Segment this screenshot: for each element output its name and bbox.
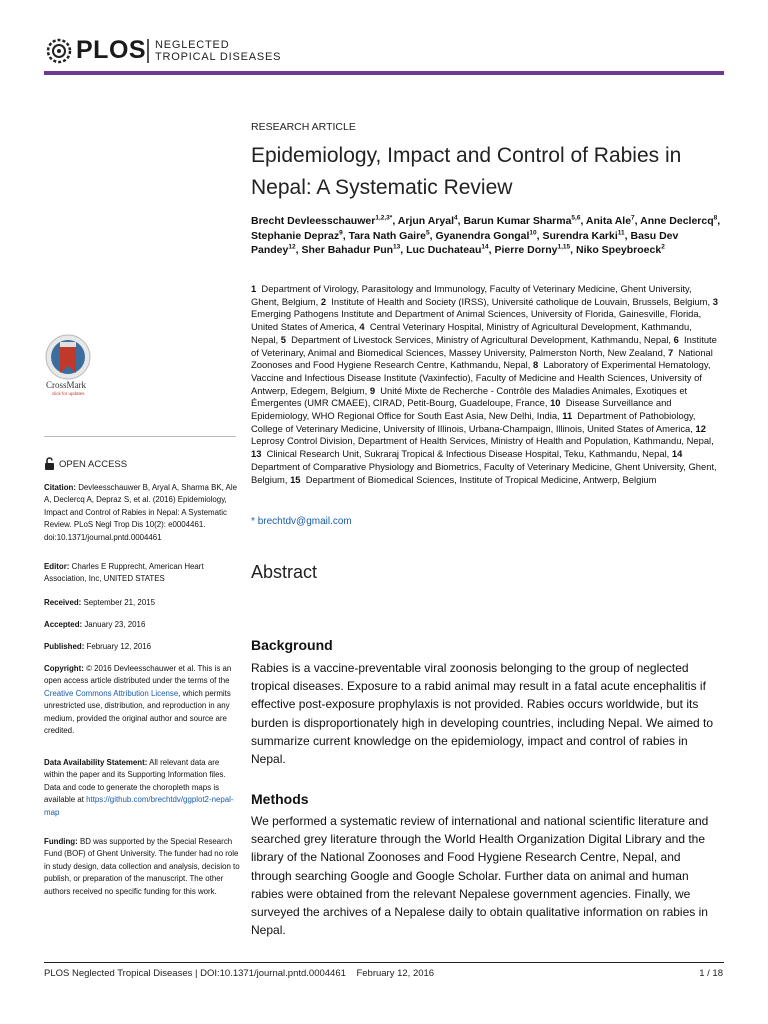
copyright-text-pre: © 2016 Devleesschauwer et al. This is an open access article distributed under the terms of the <box>44 664 232 686</box>
data-availability-label: Data Availability Statement: <box>44 758 148 767</box>
editor-label: Editor: <box>44 562 70 571</box>
affiliation-item: 2 Institute of Health and Society (IRSS), Université catholique de Louvain, Brussels, Belgium, <box>320 295 713 307</box>
affiliation-item: 8 Laboratory of Experimental Hematology, Vaccine and Infectious Disease Institute (Vaxinfectio), Faculty of Medicine and Health Sciences, University of Antwerp, Edegem, Belgium, <box>251 359 711 396</box>
affiliation-number: 8 <box>532 359 539 371</box>
affiliation-item: 6 Institute of Veterinary, Animal and Biomedical Sciences, Massey University, Palmerston North, New Zealand, <box>251 333 717 358</box>
affiliation-item: 1 Department of Virology, Parasitology and Immunology, Faculty of Veterinary Medicine, Ghent University, Ghent, Belgium, <box>251 283 692 307</box>
author-name: Barun Kumar Sharma$^{5,6}$ <box>463 214 581 227</box>
background-text: Rabies is a vaccine-preventable viral zoonosis belonging to the group of neglected tropical diseases. Exposure to a rabid animal may result in a fatal acute encephalitis if effective post-exposure prophylaxis is not provided. Rabies occurs worldwide, but its burden is disproportionately high in developing countries, including Nepal. We aimed to summarize current knowledge on the epidemiology, impact and control of rabies in Nepal. <box>251 661 714 767</box>
affiliation-item: 14 Department of Comparative Physiology and Biometrics, Faculty of Veterinary Medicine, Ghent University, Ghent, Belgium, <box>251 448 717 485</box>
github-link[interactable]: https://github.com/brechtdv/ggplot2-nepal-map <box>44 795 234 817</box>
background-heading: Background <box>251 637 333 653</box>
affiliation-item: 3 Emerging Pathogens Institute and Department of Animal Sciences, University of Florida, Gainesville, Florida, United States of America, <box>251 295 721 333</box>
affiliation-number: 2 <box>320 295 327 307</box>
article-title: Epidemiology, Impact and Control of Rabies in Nepal: A Systematic Review <box>251 144 682 199</box>
author-name: Surendra Karki$^{11}$ <box>542 229 625 242</box>
author-affiliation-sup: 8 <box>713 214 718 222</box>
logo-divider <box>147 39 149 63</box>
affiliation-item: 10 Disease Surveillance and Epidemiology, WHO Regional Office for South East Asia, New Delhi, India, <box>251 397 672 422</box>
author-name: Anne Declercq$^8$ <box>640 214 718 227</box>
accepted-label: Accepted: <box>44 620 83 629</box>
author-name: Sher Bahadur Pun$^{13}$ <box>301 243 401 256</box>
affiliation-number: 14 <box>671 448 683 460</box>
email-link[interactable]: brechtdv@gmail.com <box>257 516 352 527</box>
methods-text: We performed a systematic review of international and national scientific literature and searched grey literature through the World Health Organization Digital Library and the library of the National Zoonoses and Food Hygiene Research Centre, Nepal, and through searching Google and Google Scholar. Further data on animal and human rabies were obtained from the relevant Nepalese government agencies. Finally, we surveyed the archives of a Nepalese daily to obtain qualitative information on rabies in Nepal. <box>251 814 709 938</box>
affiliation-number: 10 <box>550 397 561 409</box>
received-block <box>44 597 240 609</box>
citation-label: Citation: <box>44 483 76 492</box>
methods-heading: Methods <box>251 791 309 807</box>
affiliation-item: 13 Clinical Research Unit, Sukraraj Tropical & Infectious Disease Hospital, Teku, Kathmandu, Nepal, <box>251 448 672 460</box>
affiliation-number: 12 <box>695 422 706 434</box>
footer-citation: PLOS Neglected Tropical Diseases | DOI:10.1371/journal.pntd.0004461 February 12, 2016 <box>44 968 435 979</box>
author-affiliation-sup: 1,2,3* <box>375 214 393 222</box>
affiliation-item: 9 Unité Mixte de Recherche - Contrôle des Maladies Animales, Exotiques et Émergentes (UMR CMAEE), CIRAD, Petit-Bourg, Guadeloupe, France, <box>251 384 688 409</box>
received-label: Received: <box>44 598 82 607</box>
author-name: Tara Nath Gaire$^5$ <box>348 229 430 242</box>
affiliation-number: 11 <box>562 410 573 422</box>
data-availability-block <box>44 757 240 819</box>
citation-block <box>44 482 240 544</box>
affiliation-item: 11 Department of Pathobiology, College of Veterinary Medicine, University of Illinois, Urbana-Champaign, Illinois, United States of America, <box>251 410 696 434</box>
author-name: Brecht Devleesschauwer$^{1,2,3*}$ <box>251 214 393 227</box>
corresponding-email <box>251 516 352 527</box>
editor-text: Charles E Rupprecht, American Heart Association, Inc, UNITED STATES <box>44 562 204 584</box>
author-name: Gyanendra Gongal$^{10}$ <box>435 229 537 242</box>
data-availability-text: All relevant data are within the paper and its Supporting Information files. Data and code to generate the choropleth maps is available at <box>44 758 226 805</box>
author-affiliation-sup: 7 <box>631 214 635 222</box>
author-name: Arjun Aryal$^4$ <box>397 214 458 227</box>
affiliation-item: 7 National Zoonoses and Food Hygiene Research Centre, Kathmandu, Nepal, <box>251 346 713 371</box>
funding-label: Funding: <box>44 837 78 846</box>
journal-name <box>155 39 281 63</box>
received-date: September 21, 2015 <box>83 598 155 607</box>
journal-header <box>44 34 724 70</box>
crossmark-sublabel[interactable]: click for updates <box>52 391 85 396</box>
article-type: RESEARCH ARTICLE <box>251 121 356 133</box>
affiliation-number: 3 <box>712 295 718 307</box>
affiliation-item: 4 Central Veterinary Hospital, Ministry of Agricultural Development, Kathmandu, Nepal, <box>251 321 692 345</box>
sidebar-divider <box>44 436 236 437</box>
author-affiliation-sup: 9 <box>339 229 343 236</box>
published-block <box>44 641 240 653</box>
header-rule <box>44 71 724 75</box>
affiliation-number: 7 <box>668 346 674 358</box>
affiliation-number: 5 <box>280 333 286 345</box>
author-affiliation-sup: 5 <box>426 229 430 236</box>
author-affiliation-sup: 2 <box>661 243 665 251</box>
crossmark-label[interactable]: CrossMark <box>46 380 86 390</box>
affiliation-number: 6 <box>673 333 679 345</box>
author-name: Anita Ale$^7$ <box>585 214 635 227</box>
author-affiliation-sup: 5,6 <box>571 214 581 222</box>
copyright-block <box>44 663 240 737</box>
author-affiliation-sup: 1,15 <box>557 243 571 251</box>
affiliation-list <box>251 283 721 486</box>
affiliation-item: 5 Department of Livestock Services, Ministry of Agricultural Development, Kathmandu, Nepal, <box>280 333 674 345</box>
published-date: February 12, 2016 <box>86 642 152 651</box>
citation-text: Devleesschauwer B, Aryal A, Sharma BK, Ale A, Declercq A, Depraz S, et al. (2016) Epidemiology, Impact and Control of Rabies in Nepal: A Systematic Review. PLoS Negl Trop Dis 10(2): e0004461. doi:10.1371/journal.pntd.0004461 <box>44 483 237 542</box>
author-affiliation-sup: 10 <box>529 229 537 236</box>
copyright-label: Copyright: <box>44 664 84 673</box>
open-access-label: OPEN ACCESS <box>59 458 128 470</box>
email-mark: * <box>251 516 255 527</box>
open-access-badge <box>44 457 127 471</box>
open-lock-icon <box>44 457 55 471</box>
published-label: Published: <box>44 642 85 651</box>
author-name: Stephanie Depraz$^9$ <box>251 229 343 242</box>
affiliation-number: 13 <box>251 448 262 460</box>
abstract-heading: Abstract <box>251 562 318 582</box>
author-affiliation-sup: 14 <box>481 243 489 251</box>
plos-logo-text: PLOS <box>76 36 147 64</box>
journal-name-line2: TROPICAL DISEASES <box>155 51 282 63</box>
editor-block <box>44 561 240 586</box>
author-name: Luc Duchateau$^{14}$ <box>406 243 489 256</box>
affiliation-number: 4 <box>359 321 365 333</box>
funding-text: BD was supported by the Special Research Fund (BOF) of Ghent University. The funder had no role in study design, data collection and analysis, decision to publish, or preparation of the manuscript. The other authors received no specific funding for this work. <box>44 837 240 896</box>
author-affiliation-sup: 13 <box>393 243 401 251</box>
accepted-date: January 23, 2016 <box>84 620 146 629</box>
page-number: 1 / 18 <box>699 968 723 979</box>
funding-block <box>44 836 240 898</box>
author-name: Basu Dev Pandey$^{12}$ <box>251 229 679 256</box>
author-affiliation-sup: 4 <box>454 214 458 222</box>
accepted-block <box>44 619 240 631</box>
journal-name-line1: NEGLECTED <box>155 39 230 51</box>
author-list: Brecht Devleesschauwer$^{1,2,3*}$, Arjun Aryal$^4$, Barun Kumar Sharma$^{5,6}$, Anita Ale$^7$, Anne Declercq$^8$, Stephanie Depraz$^9$, Tara Nath Gaire$^5$, Gyanendra Gongal$^{10}$, Surendra Karki$^{11}$, Basu Dev Pandey$^{12}$, Sher Bahadur Pun$^{13}$, Luc Duchateau$^{14}$, Pierre Dorny$^{1,15}$, Niko Speybroeck$^2$ <box>251 214 721 256</box>
author-name: Niko Speybroeck$^2$ <box>576 243 665 256</box>
affiliation-number: 9 <box>369 384 376 396</box>
affiliation-number: 1 <box>251 283 257 294</box>
affiliation-number: 15 <box>290 473 301 485</box>
author-name: Pierre Dorny$^{1,15}$ <box>494 243 571 256</box>
affiliation-item: 15 Department of Biomedical Sciences, Institute of Tropical Medicine, Antwerp, Belgium <box>290 473 657 485</box>
plos-logo-icon <box>44 36 74 66</box>
footer-rule <box>44 962 724 963</box>
affiliation-item: 12 Leprosy Control Division, Department of Health Services, Ministry of Health and Population, Kathmandu, Nepal, <box>251 422 714 447</box>
license-link[interactable]: Creative Commons Attribution License <box>44 688 179 698</box>
author-affiliation-sup: 11 <box>617 229 625 236</box>
author-affiliation-sup: 12 <box>288 243 296 251</box>
copyright-text-post: , which permits unrestricted use, distribution, and reproduction in any medium, provided the original author and source are credited. <box>44 688 231 736</box>
